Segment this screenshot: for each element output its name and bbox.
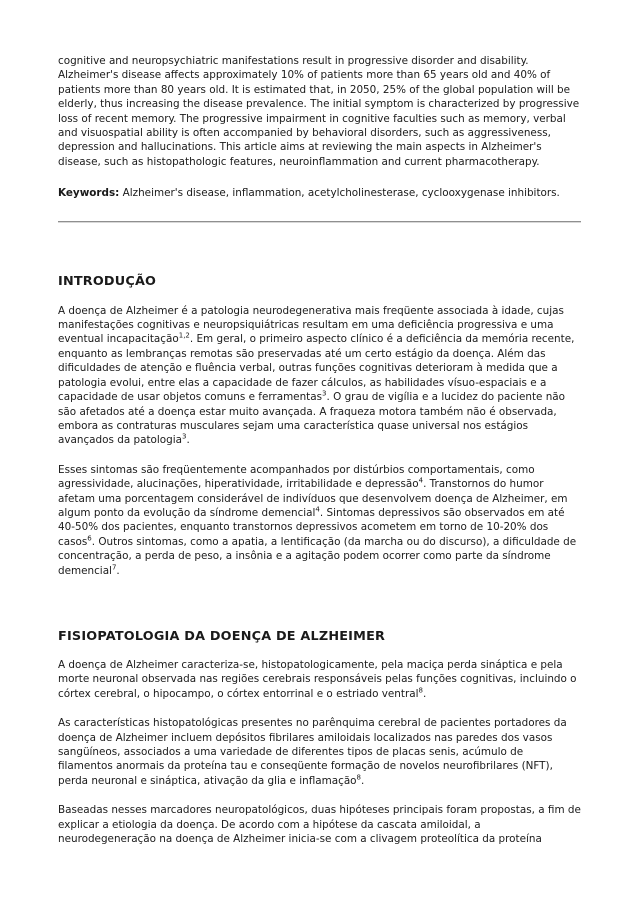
fisio-paragraph-1: A doença de Alzheimer caracteriza-se, histopatologicamente, pela maciça perda sináptica e pela morte neuronal observada nas regiões cerebrais responsáveis pelas funções cognitivas, incluindo o córtex cerebral, o hipocampo, o córtex entorrinal e o estriado ventral$^8$. <box>58 658 577 700</box>
heading-introducao: INTRODUÇÃO <box>58 273 157 289</box>
citation: 4 <box>315 505 320 514</box>
citation: 3 <box>322 389 327 398</box>
intro-paragraph-2: Esses sintomas são freqüentemente acompanhados por distúrbios comportamentais, como agressividade, alucinações, hiperatividade, irritabilidade e depressão$^4$. Transtornos do humor afetam uma porcentagem considerável de indivíduos que desenvolvem doença de Alzheimer, em algum ponto da evolução da síndrome demencial$^4$. Sintomas depressivos são observados em até 40-50% dos pacientes, enquanto transtornos depressivos acometem em torno de 10-20% dos casos$^6$. Outros sintomas, como a apatia, a lentificação (da marcha ou do discurso), a dificuldade de concentração, a perda de peso, a insônia e a agitação podem ocorrer como parte da síndrome demencial$^7$. <box>58 463 577 577</box>
abstract-paragraph: cognitive and neuropsychiatric manifestations result in progressive disorder and disability. Alzheimer's disease affects approximately 10% of patients more than 65 years old and 40% of patients more than 80 years old. It is estimated that, in 2050, 25% of the global population will be elderly, thus increasing the disease prevalence. The initial symptom is characterized by progressive loss of recent memory. The progressive impairment in cognitive faculties such as memory, verbal and visuospatial ability is often accompanied by behavioral disorders, such as aggressiveness, depression and hallucinations. This article aims at reviewing the main aspects in Alzheimer's disease, such as histopathologic features, neuroinflammation and current pharmacotherapy. <box>58 55 580 168</box>
document-page <box>58 54 581 846</box>
section-divider <box>58 221 581 223</box>
citation: 6 <box>87 534 92 543</box>
citation: 8 <box>418 686 423 695</box>
heading-fisiopatologia: FISIOPATOLOGIA DA DOENÇA DE ALZHEIMER <box>58 628 386 644</box>
keywords-text: Alzheimer's disease, inflammation, acetylcholinesterase, cyclooxygenase inhibitors. <box>119 187 560 200</box>
citation: 4 <box>418 476 424 485</box>
citation: 1,2 <box>178 332 190 340</box>
citation: 8 <box>356 773 362 782</box>
citation: 3 <box>181 432 187 441</box>
fisio-paragraph-3: Baseadas nesses marcadores neuropatológicos, duas hipóteses principais foram propostas, a fim de explicar a etiologia da doença. De acordo com a hipótese da cascata amiloidal, a neurodegeneração na doença de Alzheimer inicia-se com a clivagem proteolítica da proteína <box>58 804 581 846</box>
keywords-label: Keywords: <box>58 187 120 200</box>
intro-paragraph-1: A doença de Alzheimer é a patologia neurodegenerativa mais freqüente associada à idade, cujas manifestações cognitivas e neuropsiquiátricas resultam em uma deficiência progressiva e uma eventual incapacitação$^{1,2}$. Em geral, o primeiro aspecto clínico é a deficiência da memória recente, enquanto as lembranças remotas são preservadas até um certo estágio da doença. Além das dificuldades de atenção e fluência verbal, outras funções cognitivas deterioram à medida que a patologia evolui, entre elas a capacidade de fazer cálculos, as habilidades vísuo-espaciais e a capacidade de usar objetos comuns e ferramentas$^3$. O grau de vigília e a lucidez do paciente não são afetados até a doença estar muito avançada. A fraqueza motora também não é observada, embora as contraturas musculares sejam uma característica quase universal nos estágios avançados da patologia$^3$. <box>58 304 575 447</box>
citation: 7 <box>111 563 117 572</box>
fisio-paragraph-2: As características histopatológicas presentes no parênquima cerebral de pacientes portadores da doença de Alzheimer incluem depósitos fibrilares amiloidais localizados nas paredes dos vasos sangüíneos, associados a uma variedade de diferentes tipos de placas senis, acúmulo de filamentos anormais da proteína tau e conseqüente formação de novelos neurofibrilares (NFT), perda neuronal e sináptica, ativação da glia e inflamação$^8$. <box>58 717 567 787</box>
keywords-line <box>58 186 581 200</box>
